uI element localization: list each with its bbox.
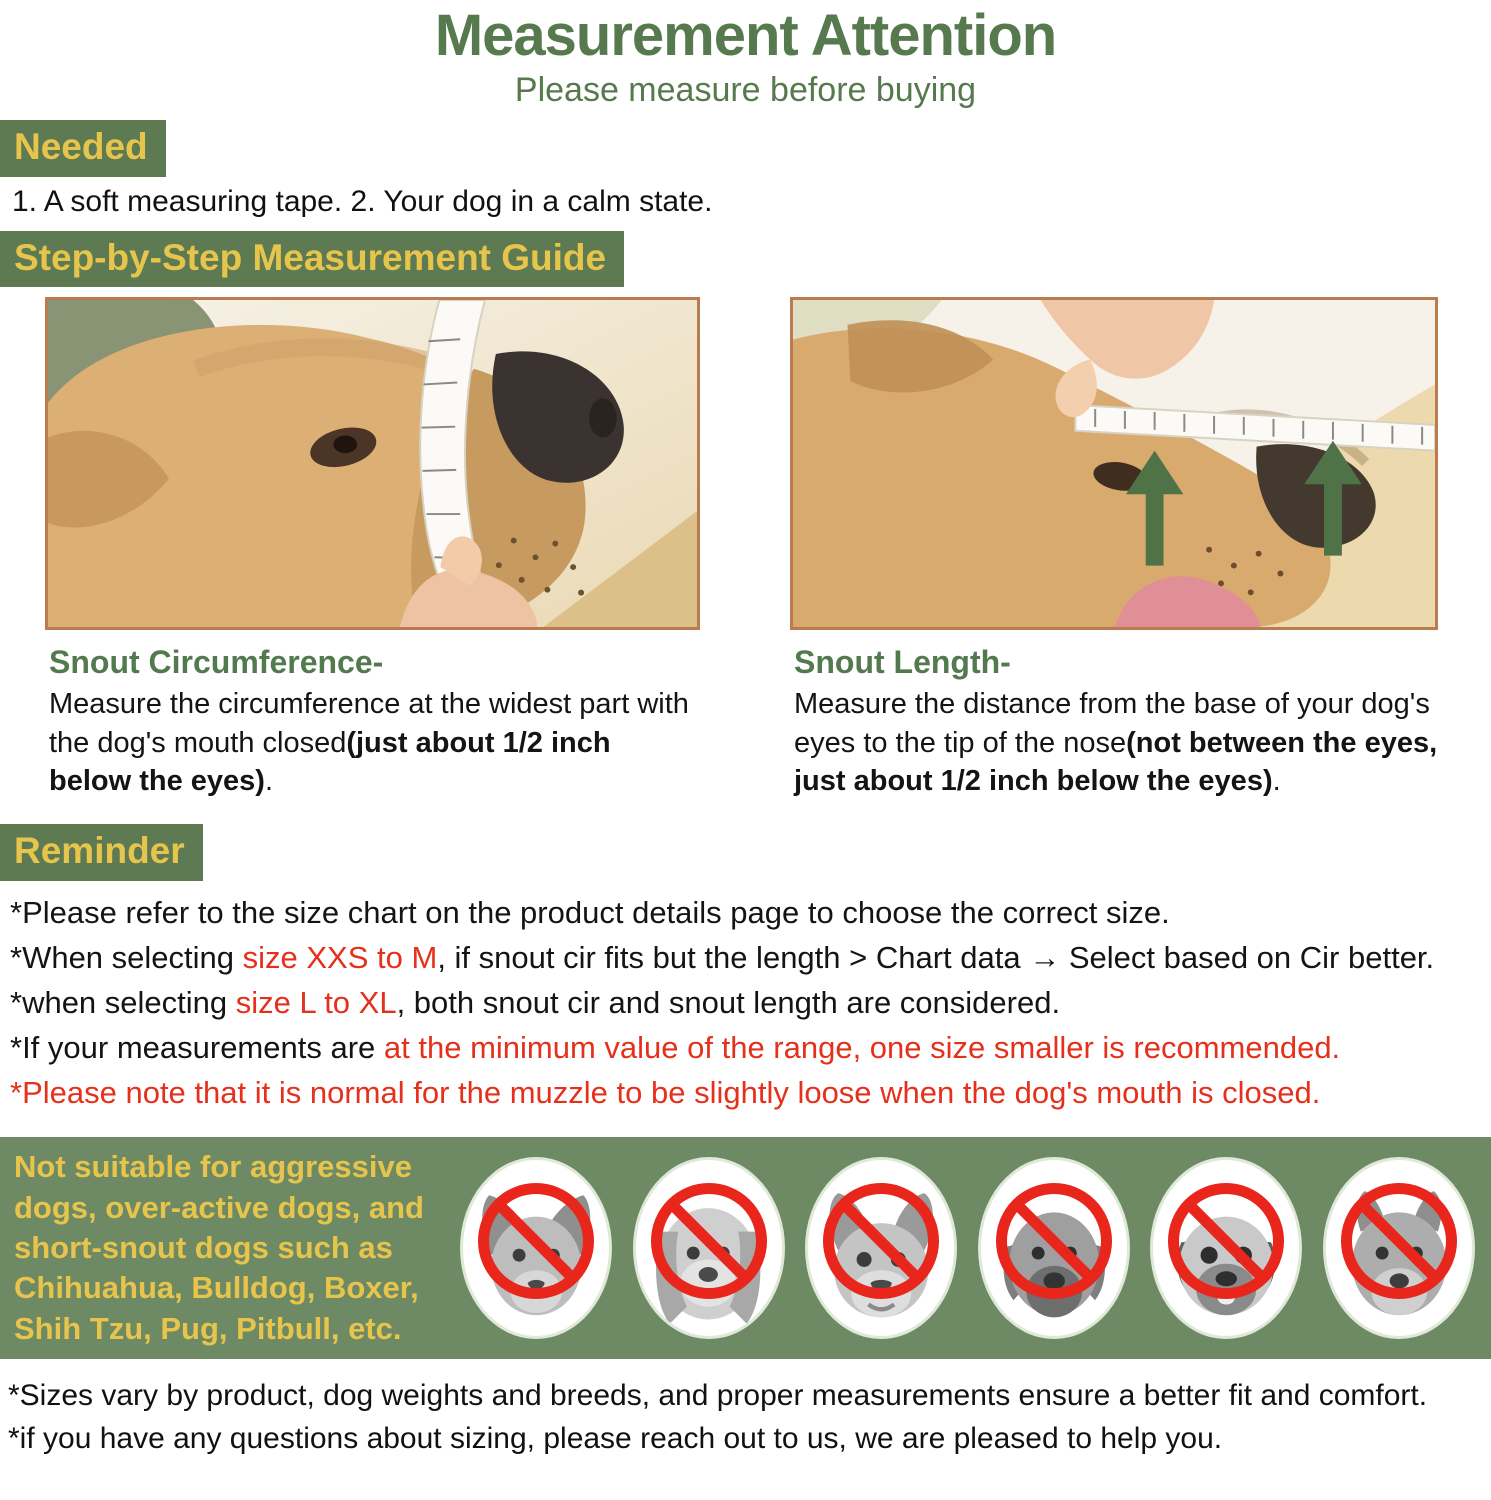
banned-dog-pug [1150,1157,1302,1339]
reminder-segment: , both snout cir and snout length are considered. [396,984,1061,1020]
banned-dog-chihuahua [460,1157,612,1339]
dog-tape-around-snout-illustration [48,300,697,627]
prohibition-icon [996,1183,1112,1299]
not-suitable-band [0,1137,1491,1358]
reminder-segment-red: *Please note that it is normal for the muzzle to be slightly loose when the dog's mouth is closed. [10,1074,1321,1110]
banned-dog-french-bulldog [805,1157,957,1339]
footnote-contact: *if you have any questions about sizing, please reach out to us, we are pleased to help you. [8,1421,1223,1455]
caption-title-snout-length: Snout Length- [794,644,1011,681]
photo-snout-length [790,297,1438,630]
figure-snout-circumference [45,297,700,800]
guide-section [0,221,1491,800]
page-title: Measurement Attention [434,3,1057,68]
figures-row [0,287,1491,800]
caption-text-bold: (just about 1/2 inch below the eyes) [49,726,611,797]
reminder-line [10,1026,1473,1071]
caption-title-snout-circumference: Snout Circumference- [49,644,384,681]
reminder-section [0,814,1491,1115]
reminder-line [10,936,1473,981]
guide-badge: Step-by-Step Measurement Guide [0,231,624,288]
prohibition-icon [1168,1183,1284,1299]
figure-snout-length [790,297,1438,800]
caption-text-suffix: . [264,764,274,797]
not-suitable-text: Not suitable for aggressive dogs, over-active dogs, and short-snout dogs such as Chihuahua, Bulldog, Boxer, Shih Tzu, Pug, Pitbull, etc. [14,1149,424,1346]
footnote-sizes: *Sizes vary by product, dog weights and breeds, and proper measurements ensure a better fit and comfort. [8,1378,1428,1412]
banned-dog-pitbull [1323,1157,1475,1339]
reminder-text [0,881,1491,1116]
photo-snout-circumference [45,297,700,630]
header [0,0,1491,110]
caption-body-snout-length [794,685,1438,800]
needed-section [0,110,1491,221]
page-subtitle: Please measure before buying [514,70,977,109]
reminder-segment: *If your measurements are [10,1029,384,1065]
caption-text-bold: (not between the eyes, just about 1/2 inch below the eyes) [794,726,1438,797]
reminder-segment-red: size XXS to M [242,939,438,975]
needed-badge: Needed [0,120,166,177]
prohibition-icon [1341,1183,1457,1299]
reminder-line [10,1071,1473,1116]
needed-text: 1. A soft measuring tape. 2. Your dog in a calm state. [12,184,713,218]
reminder-segment-red: size L to XL [235,984,397,1020]
banned-dog-shih-tzu [633,1157,785,1339]
banned-dog-boxer [978,1157,1130,1339]
banned-dogs-row [446,1157,1483,1339]
reminder-line [10,981,1473,1026]
reminder-segment: *Please refer to the size chart on the product details page to choose the correct size. [10,894,1170,930]
dog-tape-along-snout-illustration [793,300,1435,627]
reminder-segment-red: at the minimum value of the range, one size smaller is recommended. [383,1029,1341,1065]
reminder-segment: , if snout cir fits but the length > Chart data → Select based on Cir better. [437,939,1435,975]
prohibition-icon [651,1183,767,1299]
caption-text: Measure the circumference at the widest part with the dog's mouth closed [49,688,689,759]
footnotes [0,1359,1491,1460]
reminder-segment: *when selecting [10,984,236,1020]
caption-text: Measure the distance from the base of your dog's eyes to the tip of the nose [794,688,1430,759]
reminder-segment: *When selecting [10,939,243,975]
reminder-line [10,891,1473,936]
prohibition-icon [478,1183,594,1299]
prohibition-icon [823,1183,939,1299]
caption-text-suffix: . [1272,764,1281,797]
reminder-badge: Reminder [0,824,203,881]
caption-body-snout-circumference [49,685,700,800]
